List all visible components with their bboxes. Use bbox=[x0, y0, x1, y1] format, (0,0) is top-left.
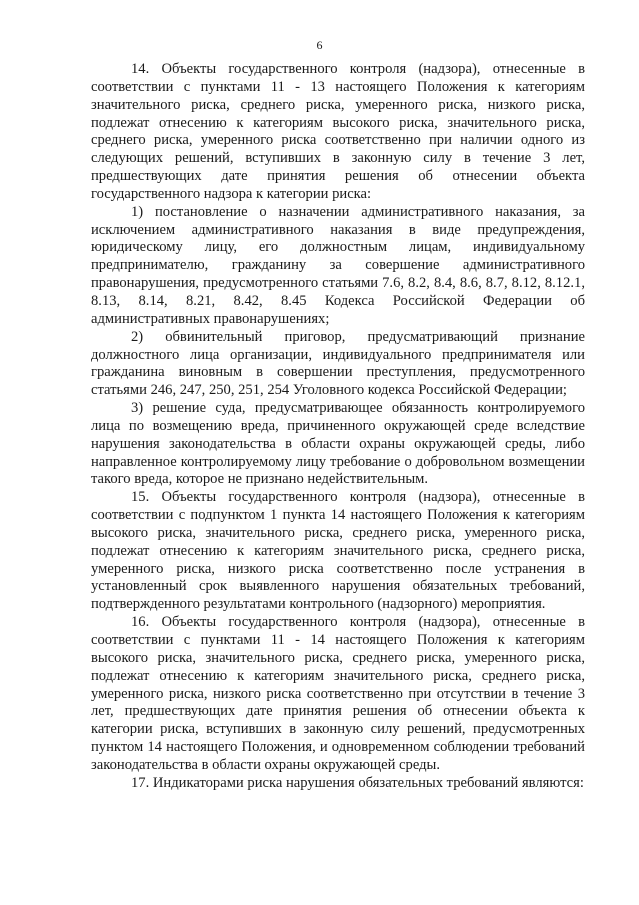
paragraph-15: 15. Объекты государственного контроля (надзора), отнесенные в соответствии с подпунктом 1 пункта 14 настоящего Положения к категориям высокого риска, значительного риска, среднего риска, умеренного риска, подлежат отнесению к категориям значительного риска, среднего риска, умеренного риска, низкого риска соответственно после устранения в установленный срок выявленного нарушения обязательных требований, подтвержденного результатами контрольного (надзорного) мероприятия. bbox=[91, 489, 585, 613]
paragraph-16: 16. Объекты государственного контроля (надзора), отнесенные в соответствии с пунктами 11 - 14 настоящего Положения к категориям высокого риска, значительного риска, среднего риска, умеренного риска, подлежат отнесению к категориям значительного риска, среднего риска, умеренного риска, низкого риска соответственно при отсутствии в течение 3 лет, предшествующих дате принятия решения об отнесении объекта к категории риска, вступивших в законную силу решений, предусмотренных пунктом 14 настоящего Положения, и одновременном соблюдении требований законодательства в области охраны окружающей среды. bbox=[91, 614, 585, 773]
page-number: 6 bbox=[316, 38, 323, 52]
subitem-3: 3) решение суда, предусматривающее обязанность контролируемого лица по возмещению вреда, причиненного окружающей среде вследствие нарушения законодательства в области охраны окружающей среды, либо направленное контролируемому лицу требование о добровольном возмещении такого вреда, которое не признано недействительным. bbox=[91, 400, 585, 488]
subitem-2: 2) обвинительный приговор, предусматривающий признание должностного лица организации, индивидуального предпринимателя или гражданина виновным в совершении преступления, предусмотренного статьями 246, 247, 250, 251, 254 Уголовного кодекса Российской Федерации; bbox=[91, 328, 585, 399]
subitem-1: 1) постановление о назначении административного наказания, за исключением административного наказания в виде предупреждения, юридическому лицу, его должностным лицам, индивидуальному предпринимателю, гражданину за совершение административного правонарушения, предусмотренного статьями 7.6, 8.2, 8.4, 8.6, 8.7, 8.12, 8.12.1, 8.13, 8.14, 8.21, 8.42, 8.45 Кодекса Российской Федерации об административных правонарушениях; bbox=[91, 203, 585, 327]
paragraph-17: 17. Индикаторами риска нарушения обязательных требований являются: bbox=[131, 774, 584, 791]
document-body bbox=[91, 61, 585, 793]
paragraph-14: 14. Объекты государственного контроля (надзора), отнесенные в соответствии с пунктами 11 - 13 настоящего Положения к категориям значительного риска, среднего риска, умеренного риска, низкого риска, подлежат отнесению к категориям высокого риска, значительного риска, среднего риска, умеренного риска соответственно при наличии одного из следующих решений, вступивших в законную силу в течение 3 лет, предшествующих дате принятия решения об отнесении объекта государственного надзора к категории риска: bbox=[91, 61, 585, 202]
